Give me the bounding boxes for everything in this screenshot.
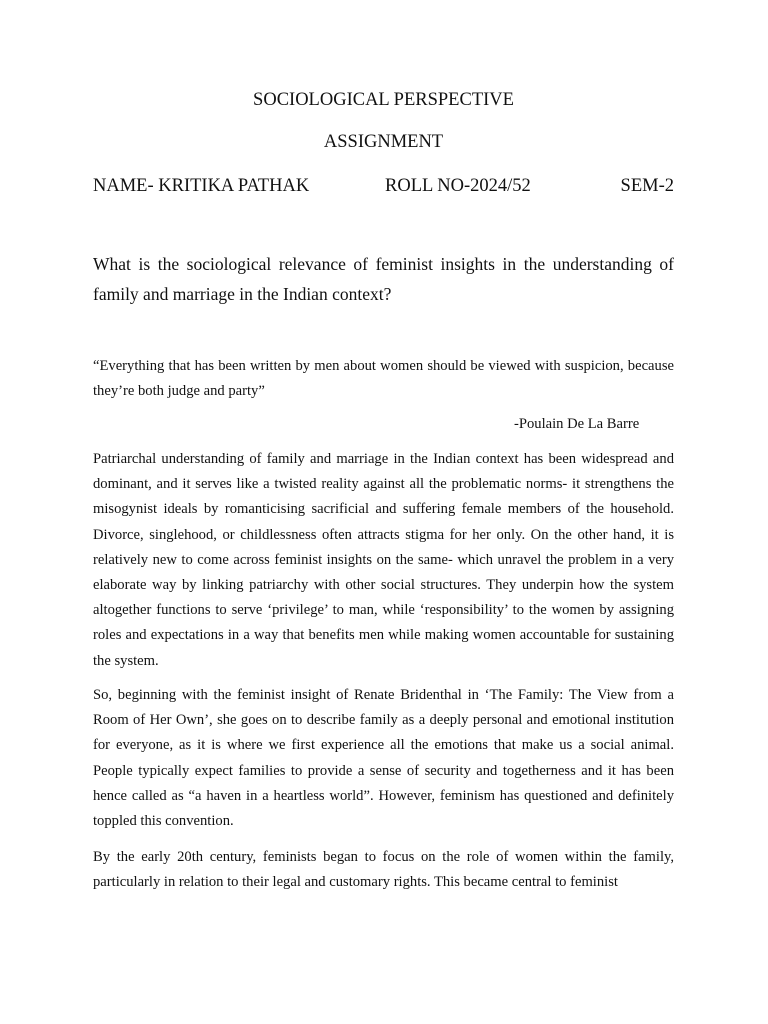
document-type-heading: ASSIGNMENT xyxy=(323,132,444,152)
student-info-row xyxy=(93,175,674,197)
course-title: SOCIOLOGICAL PERSPECTIVE xyxy=(253,90,514,110)
body-paragraph: So, beginning with the feminist insight of Renate Bridenthal in ‘The Family: The View from a Room of Her Own’, she goes on to describe family as a deeply personal and emotional institution for everyone, as it is where we first experience all the emotions that make us a social animal. People typically expect families to provide a sense of security and togetherness and it has been hence called as “a haven in a heartless world”. However, feminism has questioned and definitely toppled this convention. xyxy=(93,687,674,830)
body-paragraph: Patriarchal understanding of family and marriage in the Indian context has been widespread and dominant, and it serves like a twisted reality against all the problematic norms- it strengthens the misogynist ideals by romanticising sacrificial and suffering female members of the household. Divorce, singlehood, or childlessness often attracts stigma for her only. On the other hand, it is relatively new to come across feminist insights on the same- which unravel the problem in a very elaborate way by linking patriarchy with other social structures. They underpin how the system altogether functions to serve ‘privilege’ to man, while ‘responsibility’ to the women by assigning roles and expectations in a way that benefits men while making women accountable for sustaining the system. xyxy=(93,451,674,669)
student-name: NAME- KRITIKA PATHAK xyxy=(93,176,310,196)
epigraph-quote: “Everything that has been written by men about women should be viewed with suspicion, because they’re both judge and party” xyxy=(93,358,674,399)
epigraph-attribution: -Poulain De La Barre xyxy=(514,416,640,432)
assignment-question: What is the sociological relevance of feminist insights in the understanding of family and marriage in the Indian context? xyxy=(93,254,674,304)
body-paragraph: By the early 20th century, feminists began to focus on the role of women within the family, particularly in relation to their legal and customary rights. This became central to feminist xyxy=(93,849,674,891)
semester: SEM-2 xyxy=(620,176,674,196)
roll-number: ROLL NO-2024/52 xyxy=(385,176,531,196)
